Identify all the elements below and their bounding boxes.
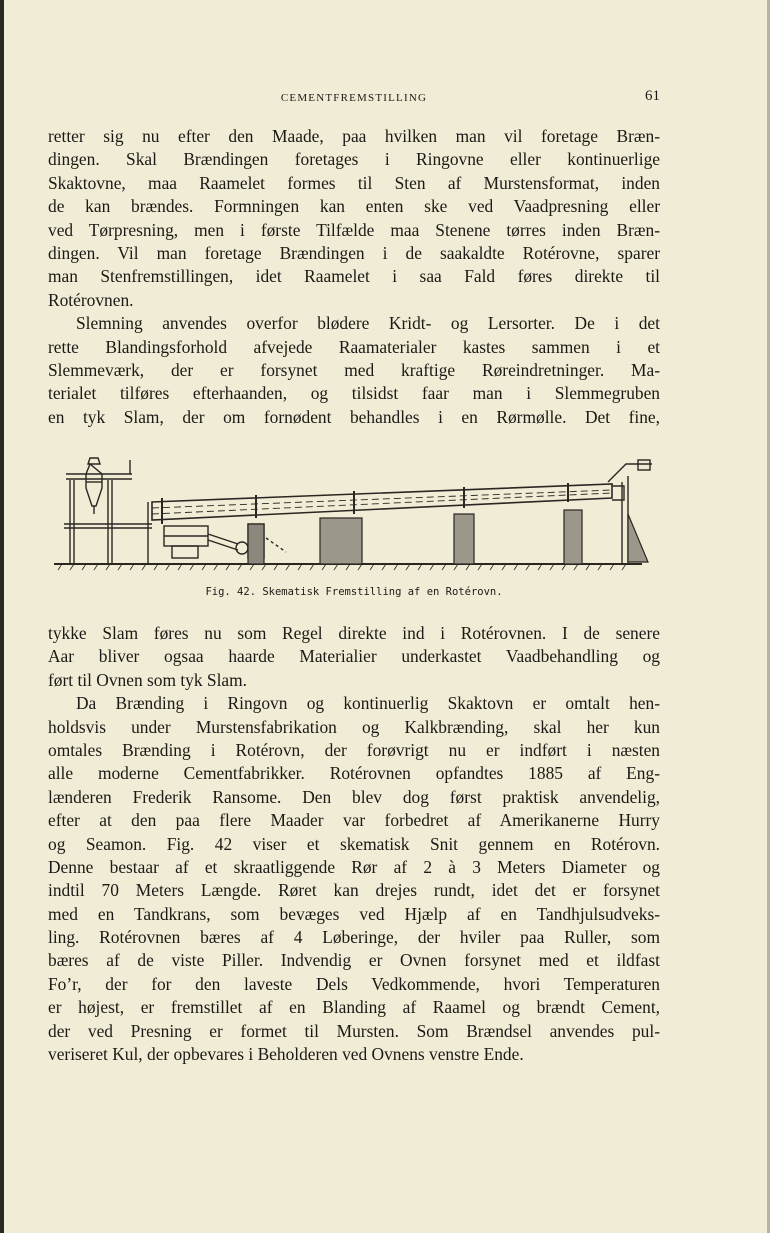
body-text-bottom bbox=[48, 622, 660, 1066]
body-text-top bbox=[48, 125, 660, 429]
rotary-kiln-figure bbox=[52, 452, 664, 580]
text-line: en tyk Slam, der om fornødent behandles i en Rørmølle. Det fine, bbox=[48, 406, 660, 427]
text-line: Slemmeværk, der er forsynet med kraftige Røreindretninger. Ma- bbox=[48, 359, 660, 380]
page-number: 61 bbox=[645, 88, 660, 104]
text-line: omtales Brænding i Rotérovn, der forøvrigt nu er indført i næsten bbox=[48, 739, 660, 760]
page-edge-left bbox=[0, 0, 4, 1233]
text-line: med en Tandkrans, som bevæges ved Hjælp af en Tandhjulsudveks- bbox=[48, 903, 660, 924]
text-line: Skaktovne, maa Raamelet formes til Sten af Murstensformat, inden bbox=[48, 172, 660, 193]
text-line: er højest, er fremstillet af en Blanding af Raamel og brændt Cement, bbox=[48, 997, 660, 1018]
text-line: rette Blandingsforhold afvejede Raamaterialer kastes sammen i et bbox=[48, 336, 660, 357]
text-line: Aar bliver ogsaa haarde Materialier underkastet Vaadbehandling og bbox=[48, 646, 660, 667]
text-line: Da Brænding i Ringovn og kontinuerlig Skaktovn er omtalt hen- bbox=[76, 693, 660, 714]
text-line: bæres af de viste Piller. Indvendig er Ovnen forsynet med et ildfast bbox=[48, 950, 660, 971]
page-header bbox=[48, 88, 660, 110]
text-line: efter at den paa flere Maader var forbedret af Amerikanerne Hurry bbox=[48, 810, 660, 831]
text-line: der ved Presning er formet til Mursten. Som Brændsel anvendes pul- bbox=[48, 1020, 660, 1041]
text-line: retter sig nu efter den Maade, paa hvilken man vil foretage Bræn- bbox=[48, 126, 660, 146]
text-line: man Stenfremstillingen, idet Raamelet i saa Fald føres direkte til bbox=[48, 266, 660, 287]
text-line: tykke Slam føres nu som Regel direkte ind i Rotérovnen. I de senere bbox=[48, 623, 660, 643]
text-line: ling. Rotérovnen bæres af 4 Løberinge, der hviler paa Ruller, som bbox=[48, 927, 660, 948]
text-line: indtil 70 Meters Længde. Røret kan drejes rundt, idet det er forsynet bbox=[48, 880, 660, 901]
text-line: dingen. Skal Brændingen foretages i Ringovne eller kontinuerlige bbox=[48, 149, 660, 170]
text-line: ført til Ovnen som tyk Slam. bbox=[48, 669, 248, 690]
text-line: Fo’r, der for den laveste Dels Vedkommende, hvori Temperaturen bbox=[48, 973, 660, 994]
text-line: terialet tilføres efterhaanden, og tilsidst faar man i Slemmegruben bbox=[48, 383, 660, 404]
text-line: Rotérovnen. bbox=[48, 289, 134, 310]
text-line: og Seamon. Fig. 42 viser et skematisk Snit gennem en Rotérovn. bbox=[48, 833, 660, 854]
text-line: holdsvis under Murstensfabrikation og Kalkbrænding, skal her kun bbox=[48, 716, 660, 737]
text-line: lænderen Frederik Ransome. Den blev dog først praktisk anvendelig, bbox=[48, 786, 660, 807]
text-line: de kan brændes. Formningen kan enten ske ved Vaadpresning eller bbox=[48, 196, 660, 217]
text-line: veriseret Kul, der opbevares i Beholderen ved Ovnens venstre Ende. bbox=[48, 1044, 524, 1065]
text-line: dingen. Vil man foretage Brændingen i de saakaldte Rotérovne, sparer bbox=[48, 242, 660, 263]
text-line: ved Tørpresning, men i første Tilfælde maa Stenene tørres inden Bræn- bbox=[48, 219, 660, 240]
text-line: alle moderne Cementfabrikker. Rotérovnen opfandtes 1885 af Eng- bbox=[48, 763, 660, 784]
figure-caption: Fig. 42. Skematisk Fremstilling af en Rotérovn. bbox=[205, 586, 503, 598]
running-head: CEMENTFREMSTILLING bbox=[280, 92, 428, 104]
text-line: Slemning anvendes overfor blødere Kridt- og Lersorter. De i det bbox=[76, 313, 660, 334]
text-line: Denne bestaar af et skraatliggende Rør af 2 à 3 Meters Diameter og bbox=[48, 856, 660, 877]
